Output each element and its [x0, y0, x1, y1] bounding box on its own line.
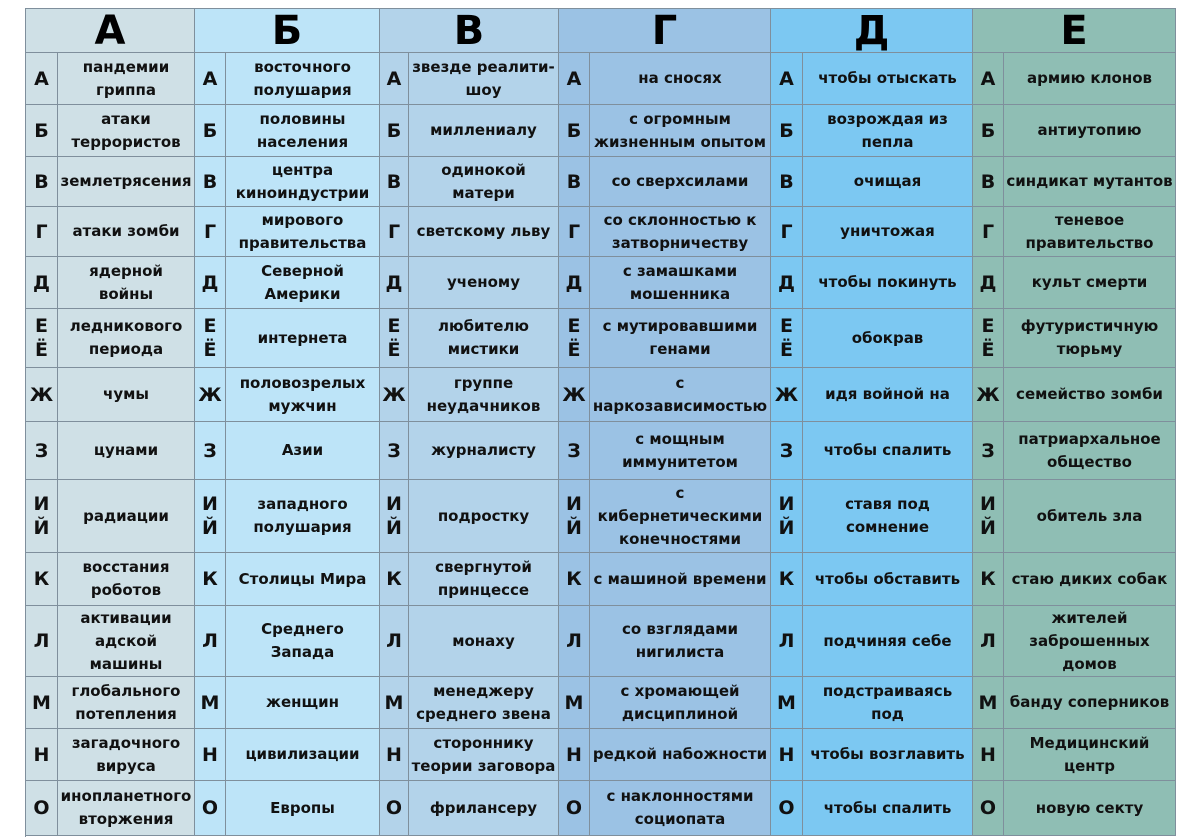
row-letter: Г [973, 207, 1004, 257]
table-cell: чтобы обставить [803, 553, 973, 606]
table-cell: ставя под сомнение [803, 480, 973, 553]
row-letter: А [559, 53, 590, 105]
row-letter: Г [559, 207, 590, 257]
row-letter: О [771, 781, 803, 836]
row-letter: Н [973, 729, 1004, 781]
row-letter: М [26, 677, 58, 729]
row-letter: Е Ё [559, 309, 590, 368]
row-letter: Е Ё [380, 309, 409, 368]
row-letter: А [973, 53, 1004, 105]
table-cell: подчиняя себе [803, 606, 973, 677]
table-cell: на сносях [590, 53, 771, 105]
row-letter: А [380, 53, 409, 105]
table-cell: подстраиваясь под [803, 677, 973, 729]
table-cell: чтобы возглавить [803, 729, 973, 781]
row-letter: Б [771, 105, 803, 157]
row-letter: В [195, 157, 226, 207]
row-letter: Б [973, 105, 1004, 157]
table-cell: с кибернетическими конечностями [590, 480, 771, 553]
row-letter: Н [771, 729, 803, 781]
table-cell: с наклонностями социопата [590, 781, 771, 836]
table-cell: женщин [226, 677, 380, 729]
table-cell: с наркозависимостью [590, 368, 771, 422]
table-cell: чтобы отыскать [803, 53, 973, 105]
row-letter: И Й [771, 480, 803, 553]
table-cell: цунами [58, 422, 195, 480]
table-cell: загадочного вируса [58, 729, 195, 781]
table-cell: инопланетного вторжения [58, 781, 195, 836]
table-cell: новую секту [1004, 781, 1176, 836]
row-letter: А [771, 53, 803, 105]
table-cell: восстания роботов [58, 553, 195, 606]
table-cell: с огромным жизненным опытом [590, 105, 771, 157]
table-cell: жителей заброшенных домов [1004, 606, 1176, 677]
table-cell: одинокой матери [409, 157, 559, 207]
table-cell: с мутировавшими генами [590, 309, 771, 368]
row-letter: М [195, 677, 226, 729]
row-letter: О [559, 781, 590, 836]
table-cell: со взглядами нигилиста [590, 606, 771, 677]
row-letter: К [195, 553, 226, 606]
table-cell: стороннику теории заговора [409, 729, 559, 781]
row-letter: З [559, 422, 590, 480]
row-letter: В [771, 157, 803, 207]
row-letter: М [380, 677, 409, 729]
table-cell: банду соперников [1004, 677, 1176, 729]
table-cell: Северной Америки [226, 257, 380, 309]
table-cell: монаху [409, 606, 559, 677]
table-cell: Азии [226, 422, 380, 480]
row-letter: И Й [380, 480, 409, 553]
row-letter: О [380, 781, 409, 836]
table-cell: ученому [409, 257, 559, 309]
table-cell: обокрав [803, 309, 973, 368]
table-cell: журналисту [409, 422, 559, 480]
table-cell: цивилизации [226, 729, 380, 781]
table-cell: светскому льву [409, 207, 559, 257]
row-letter: З [195, 422, 226, 480]
row-letter: Б [380, 105, 409, 157]
row-letter: Н [559, 729, 590, 781]
row-letter: Е Ё [26, 309, 58, 368]
row-letter: Б [559, 105, 590, 157]
row-letter: Д [559, 257, 590, 309]
row-letter: Н [380, 729, 409, 781]
row-letter: Д [973, 257, 1004, 309]
row-letter: Ж [380, 368, 409, 422]
row-letter: К [771, 553, 803, 606]
row-letter: В [26, 157, 58, 207]
table-cell: семейство зомби [1004, 368, 1176, 422]
table-cell: мирового правительства [226, 207, 380, 257]
table-cell: чумы [58, 368, 195, 422]
row-letter: А [195, 53, 226, 105]
column-header-2: Б [195, 9, 380, 53]
table-cell: восточного полушария [226, 53, 380, 105]
table-cell: уничтожая [803, 207, 973, 257]
row-letter: И Й [973, 480, 1004, 553]
row-letter: Д [380, 257, 409, 309]
column-header-1: А [26, 9, 195, 53]
table-cell: Медицинский центр [1004, 729, 1176, 781]
table-cell: очищая [803, 157, 973, 207]
table-cell: стаю диких собак [1004, 553, 1176, 606]
column-header-6: Е [973, 9, 1176, 53]
table-cell: с мощным иммунитетом [590, 422, 771, 480]
row-letter: Л [973, 606, 1004, 677]
column-header-4: Г [559, 9, 771, 53]
table-cell: ледникового периода [58, 309, 195, 368]
row-letter: Б [26, 105, 58, 157]
table-cell: футуристичную тюрьму [1004, 309, 1176, 368]
row-letter: Л [195, 606, 226, 677]
row-letter: Л [771, 606, 803, 677]
row-letter: Е Ё [195, 309, 226, 368]
table-cell: патриархальное общество [1004, 422, 1176, 480]
table-cell: обитель зла [1004, 480, 1176, 553]
row-letter: М [973, 677, 1004, 729]
table-cell: миллениалу [409, 105, 559, 157]
row-letter: Д [771, 257, 803, 309]
table-cell: Столицы Мира [226, 553, 380, 606]
table-cell: Европы [226, 781, 380, 836]
table-cell: глобального потепления [58, 677, 195, 729]
table-cell: идя войной на [803, 368, 973, 422]
row-letter: В [559, 157, 590, 207]
row-letter: З [26, 422, 58, 480]
row-letter: М [559, 677, 590, 729]
table-cell: интернета [226, 309, 380, 368]
table-cell: группе неудачников [409, 368, 559, 422]
row-letter: О [973, 781, 1004, 836]
table-cell: чтобы покинуть [803, 257, 973, 309]
column-header-5: Д [771, 9, 973, 53]
table-cell: радиации [58, 480, 195, 553]
table-cell: с хромающей дисциплиной [590, 677, 771, 729]
row-letter: В [380, 157, 409, 207]
table-cell: антиутопию [1004, 105, 1176, 157]
row-letter: В [973, 157, 1004, 207]
table-cell: теневое правительство [1004, 207, 1176, 257]
row-letter: М [771, 677, 803, 729]
table-cell: фрилансеру [409, 781, 559, 836]
table-cell: чтобы спалить [803, 781, 973, 836]
table-cell: звезде реалити-шоу [409, 53, 559, 105]
row-letter: К [973, 553, 1004, 606]
table-cell: активации адской машины [58, 606, 195, 677]
table-cell: культ смерти [1004, 257, 1176, 309]
row-letter: З [380, 422, 409, 480]
table-cell: со сверхсилами [590, 157, 771, 207]
row-letter: Г [380, 207, 409, 257]
table-cell: редкой набожности [590, 729, 771, 781]
row-letter: Л [380, 606, 409, 677]
row-letter: А [26, 53, 58, 105]
table-cell: западного полушария [226, 480, 380, 553]
row-letter: Б [195, 105, 226, 157]
row-letter: З [973, 422, 1004, 480]
table-cell: возрождая из пепла [803, 105, 973, 157]
table-cell: Среднего Запада [226, 606, 380, 677]
row-letter: К [26, 553, 58, 606]
row-letter: Ж [771, 368, 803, 422]
row-letter: Е Ё [771, 309, 803, 368]
table-cell: армию клонов [1004, 53, 1176, 105]
row-letter: Ж [973, 368, 1004, 422]
table-cell: атаки зомби [58, 207, 195, 257]
table-cell: менеджеру среднего звена [409, 677, 559, 729]
table-cell: любителю мистики [409, 309, 559, 368]
table-cell: синдикат мутантов [1004, 157, 1176, 207]
row-letter: Д [195, 257, 226, 309]
column-header-3: В [380, 9, 559, 53]
row-letter: Ж [195, 368, 226, 422]
table-cell: чтобы спалить [803, 422, 973, 480]
row-letter: Н [26, 729, 58, 781]
table-cell: центра киноиндустрии [226, 157, 380, 207]
table-cell: землетрясения [58, 157, 195, 207]
table-cell: подростку [409, 480, 559, 553]
row-letter: О [26, 781, 58, 836]
row-letter: И Й [559, 480, 590, 553]
row-letter: К [380, 553, 409, 606]
row-letter: Ж [559, 368, 590, 422]
table-cell: свергнутой принцессе [409, 553, 559, 606]
table-cell: с машиной времени [590, 553, 771, 606]
row-letter: Л [26, 606, 58, 677]
row-letter: Г [26, 207, 58, 257]
row-letter: З [771, 422, 803, 480]
row-letter: О [195, 781, 226, 836]
table-cell: атаки террористов [58, 105, 195, 157]
table-cell: пандемии гриппа [58, 53, 195, 105]
row-letter: К [559, 553, 590, 606]
row-letter: Л [559, 606, 590, 677]
table-cell: ядерной войны [58, 257, 195, 309]
row-letter: Е Ё [973, 309, 1004, 368]
row-letter: И Й [195, 480, 226, 553]
row-letter: И Й [26, 480, 58, 553]
table-cell: с замашками мошенника [590, 257, 771, 309]
table-cell: половозрелых мужчин [226, 368, 380, 422]
row-letter: Г [771, 207, 803, 257]
row-letter: Г [195, 207, 226, 257]
row-letter: Н [195, 729, 226, 781]
word-table [25, 8, 1176, 837]
table-cell: со склонностью к затворничеству [590, 207, 771, 257]
row-letter: Ж [26, 368, 58, 422]
table-cell: половины населения [226, 105, 380, 157]
row-letter: Д [26, 257, 58, 309]
